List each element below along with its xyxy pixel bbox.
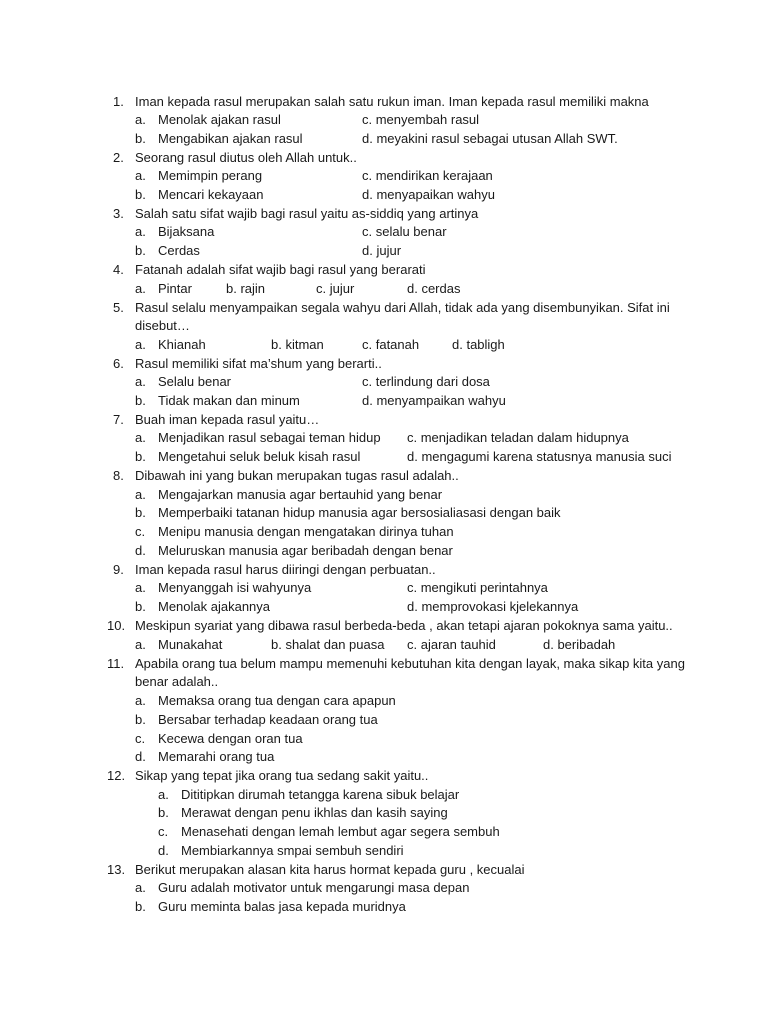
option-letter: c.: [135, 731, 146, 746]
option-letter: a.: [135, 337, 146, 352]
question-number: 9.: [113, 562, 124, 577]
option-text: Membiarkannya smpai sembuh sendiri: [181, 843, 404, 858]
option-text: d. memprovokasi kjelekannya: [407, 599, 579, 614]
option-letter: a.: [135, 693, 146, 708]
option-text: d. beribadah: [543, 637, 616, 652]
option-text: Menipu manusia dengan mengatakan dirinya tuhan: [158, 524, 454, 539]
option-text: Memaksa orang tua dengan cara apapun: [158, 693, 396, 708]
option-text: d. menyampaikan wahyu: [362, 393, 506, 408]
option-text: d. mengagumi karena statusnya manusia suci: [407, 449, 672, 464]
option-letter: a.: [135, 112, 146, 127]
option-text: Merawat dengan penu ikhlas dan kasih saying: [181, 805, 448, 820]
option-letter: a.: [135, 374, 146, 389]
option-text: Kecewa dengan oran tua: [158, 731, 303, 746]
question-number: 2.: [113, 150, 124, 165]
option-text: Selalu benar: [158, 374, 231, 389]
question-number: 11.: [107, 656, 125, 671]
question-text: disebut…: [135, 318, 190, 333]
option-text: Menasehati dengan lemah lembut agar segera sembuh: [181, 824, 500, 839]
option-letter: d.: [135, 543, 146, 558]
option-text: Meluruskan manusia agar beribadah dengan benar: [158, 543, 453, 558]
option-text: Guru adalah motivator untuk mengarungi masa depan: [158, 880, 470, 895]
option-letter: b.: [135, 187, 146, 202]
option-letter: a.: [135, 637, 146, 652]
option-letter: a.: [135, 281, 146, 296]
option-text: c. menyembah rasul: [362, 112, 480, 127]
option-text: c. mendirikan kerajaan: [362, 168, 493, 183]
question-text: Iman kepada rasul harus diiringi dengan perbuatan..: [135, 562, 436, 577]
option-letter: b.: [135, 243, 146, 258]
question-text: Seorang rasul diutus oleh Allah untuk..: [135, 150, 357, 165]
option-text: Cerdas: [158, 243, 200, 258]
option-letter: c.: [135, 524, 146, 539]
option-text: Tidak makan dan minum: [158, 393, 300, 408]
question-number: 5.: [113, 300, 124, 315]
option-text: b. rajin: [226, 281, 266, 296]
option-letter: a.: [135, 430, 146, 445]
option-text: Memimpin perang: [158, 168, 263, 183]
option-letter: a.: [135, 487, 146, 502]
option-text: Menolak ajakan rasul: [158, 112, 281, 127]
option-text: Menjadikan rasul sebagai teman hidup: [158, 430, 381, 445]
option-text: Menolak ajakannya: [158, 599, 271, 614]
option-text: Memperbaiki tatanan hidup manusia agar bersosialiasasi dengan baik: [158, 505, 561, 520]
option-letter: b.: [135, 505, 146, 520]
option-text: d. menyapaikan wahyu: [362, 187, 495, 202]
option-text: b. kitman: [271, 337, 324, 352]
question-text: Sikap yang tepat jika orang tua sedang sakit yaitu..: [135, 768, 429, 783]
option-text: c. fatanah: [362, 337, 420, 352]
question-text: benar adalah..: [135, 674, 219, 689]
option-text: Khianah: [158, 337, 206, 352]
option-text: c. terlindung dari dosa: [362, 374, 490, 389]
question-number: 13.: [107, 862, 126, 877]
option-text: c. menjadikan teladan dalam hidupnya: [407, 430, 629, 445]
option-text: c. ajaran tauhid: [407, 637, 496, 652]
option-letter: a.: [135, 168, 146, 183]
option-text: d. cerdas: [407, 281, 461, 296]
option-letter: b.: [135, 712, 146, 727]
question-text: Rasul memiliki sifat ma’shum yang berarti..: [135, 356, 382, 371]
question-text: Buah iman kepada rasul yaitu…: [135, 412, 320, 427]
option-text: Mengetahui seluk beluk kisah rasul: [158, 449, 361, 464]
question-number: 10.: [107, 618, 126, 633]
question-number: 1.: [113, 94, 124, 109]
question-number: 4.: [113, 262, 124, 277]
option-letter: a.: [135, 224, 146, 239]
option-letter: b.: [135, 449, 146, 464]
option-text: c. mengikuti perintahnya: [407, 580, 548, 595]
question-number: 12.: [107, 768, 126, 783]
option-letter: d.: [135, 749, 146, 764]
question-text: Fatanah adalah sifat wajib bagi rasul yang berarati: [135, 262, 426, 277]
question-number: 8.: [113, 468, 124, 483]
option-letter: b.: [135, 393, 146, 408]
option-text: Munakahat: [158, 637, 223, 652]
option-text: d. jujur: [362, 243, 402, 258]
option-text: Menyanggah isi wahyunya: [158, 580, 312, 595]
option-text: d. tabligh: [452, 337, 505, 352]
option-letter: c.: [158, 824, 169, 839]
question-text: Berikut merupakan alasan kita harus hormat kepada guru , kecualai: [135, 862, 525, 877]
question-number: 7.: [113, 412, 124, 427]
option-text: Memarahi orang tua: [158, 749, 275, 764]
option-text: Mencari kekayaan: [158, 187, 264, 202]
question-text: Apabila orang tua belum mampu memenuhi kebutuhan kita dengan layak, maka sikap kita yang: [135, 656, 685, 671]
option-letter: b.: [135, 131, 146, 146]
option-text: c. selalu benar: [362, 224, 447, 239]
question-text: Meskipun syariat yang dibawa rasul berbeda-beda , akan tetapi ajaran pokoknya sama yaitu..: [135, 618, 673, 633]
option-text: Bersabar terhadap keadaan orang tua: [158, 712, 378, 727]
question-number: 6.: [113, 356, 124, 371]
option-text: c. jujur: [316, 281, 355, 296]
option-letter: b.: [135, 599, 146, 614]
option-text: b. shalat dan puasa: [271, 637, 385, 652]
question-text: Dibawah ini yang bukan merupakan tugas rasul adalah..: [135, 468, 459, 483]
option-letter: a.: [135, 580, 146, 595]
option-letter: b.: [135, 899, 146, 914]
option-letter: a.: [158, 787, 169, 802]
option-text: d. meyakini rasul sebagai utusan Allah SWT.: [362, 131, 618, 146]
question-text: Rasul selalu menyampaikan segala wahyu dari Allah, tidak ada yang disembunyikan. Sifat ini: [135, 300, 670, 315]
option-text: Mengabikan ajakan rasul: [158, 131, 303, 146]
question-number: 3.: [113, 206, 124, 221]
option-text: Guru meminta balas jasa kepada muridnya: [158, 899, 406, 914]
option-letter: a.: [135, 880, 146, 895]
option-text: Mengajarkan manusia agar bertauhid yang benar: [158, 487, 443, 502]
option-letter: d.: [158, 843, 169, 858]
option-text: Pintar: [158, 281, 192, 296]
question-text: Iman kepada rasul merupakan salah satu rukun iman. Iman kepada rasul memiliki makna: [135, 94, 649, 109]
question-text: Salah satu sifat wajib bagi rasul yaitu as-siddiq yang artinya: [135, 206, 479, 221]
option-text: Dititipkan dirumah tetangga karena sibuk belajar: [181, 787, 460, 802]
option-text: Bijaksana: [158, 224, 215, 239]
option-letter: b.: [158, 805, 169, 820]
